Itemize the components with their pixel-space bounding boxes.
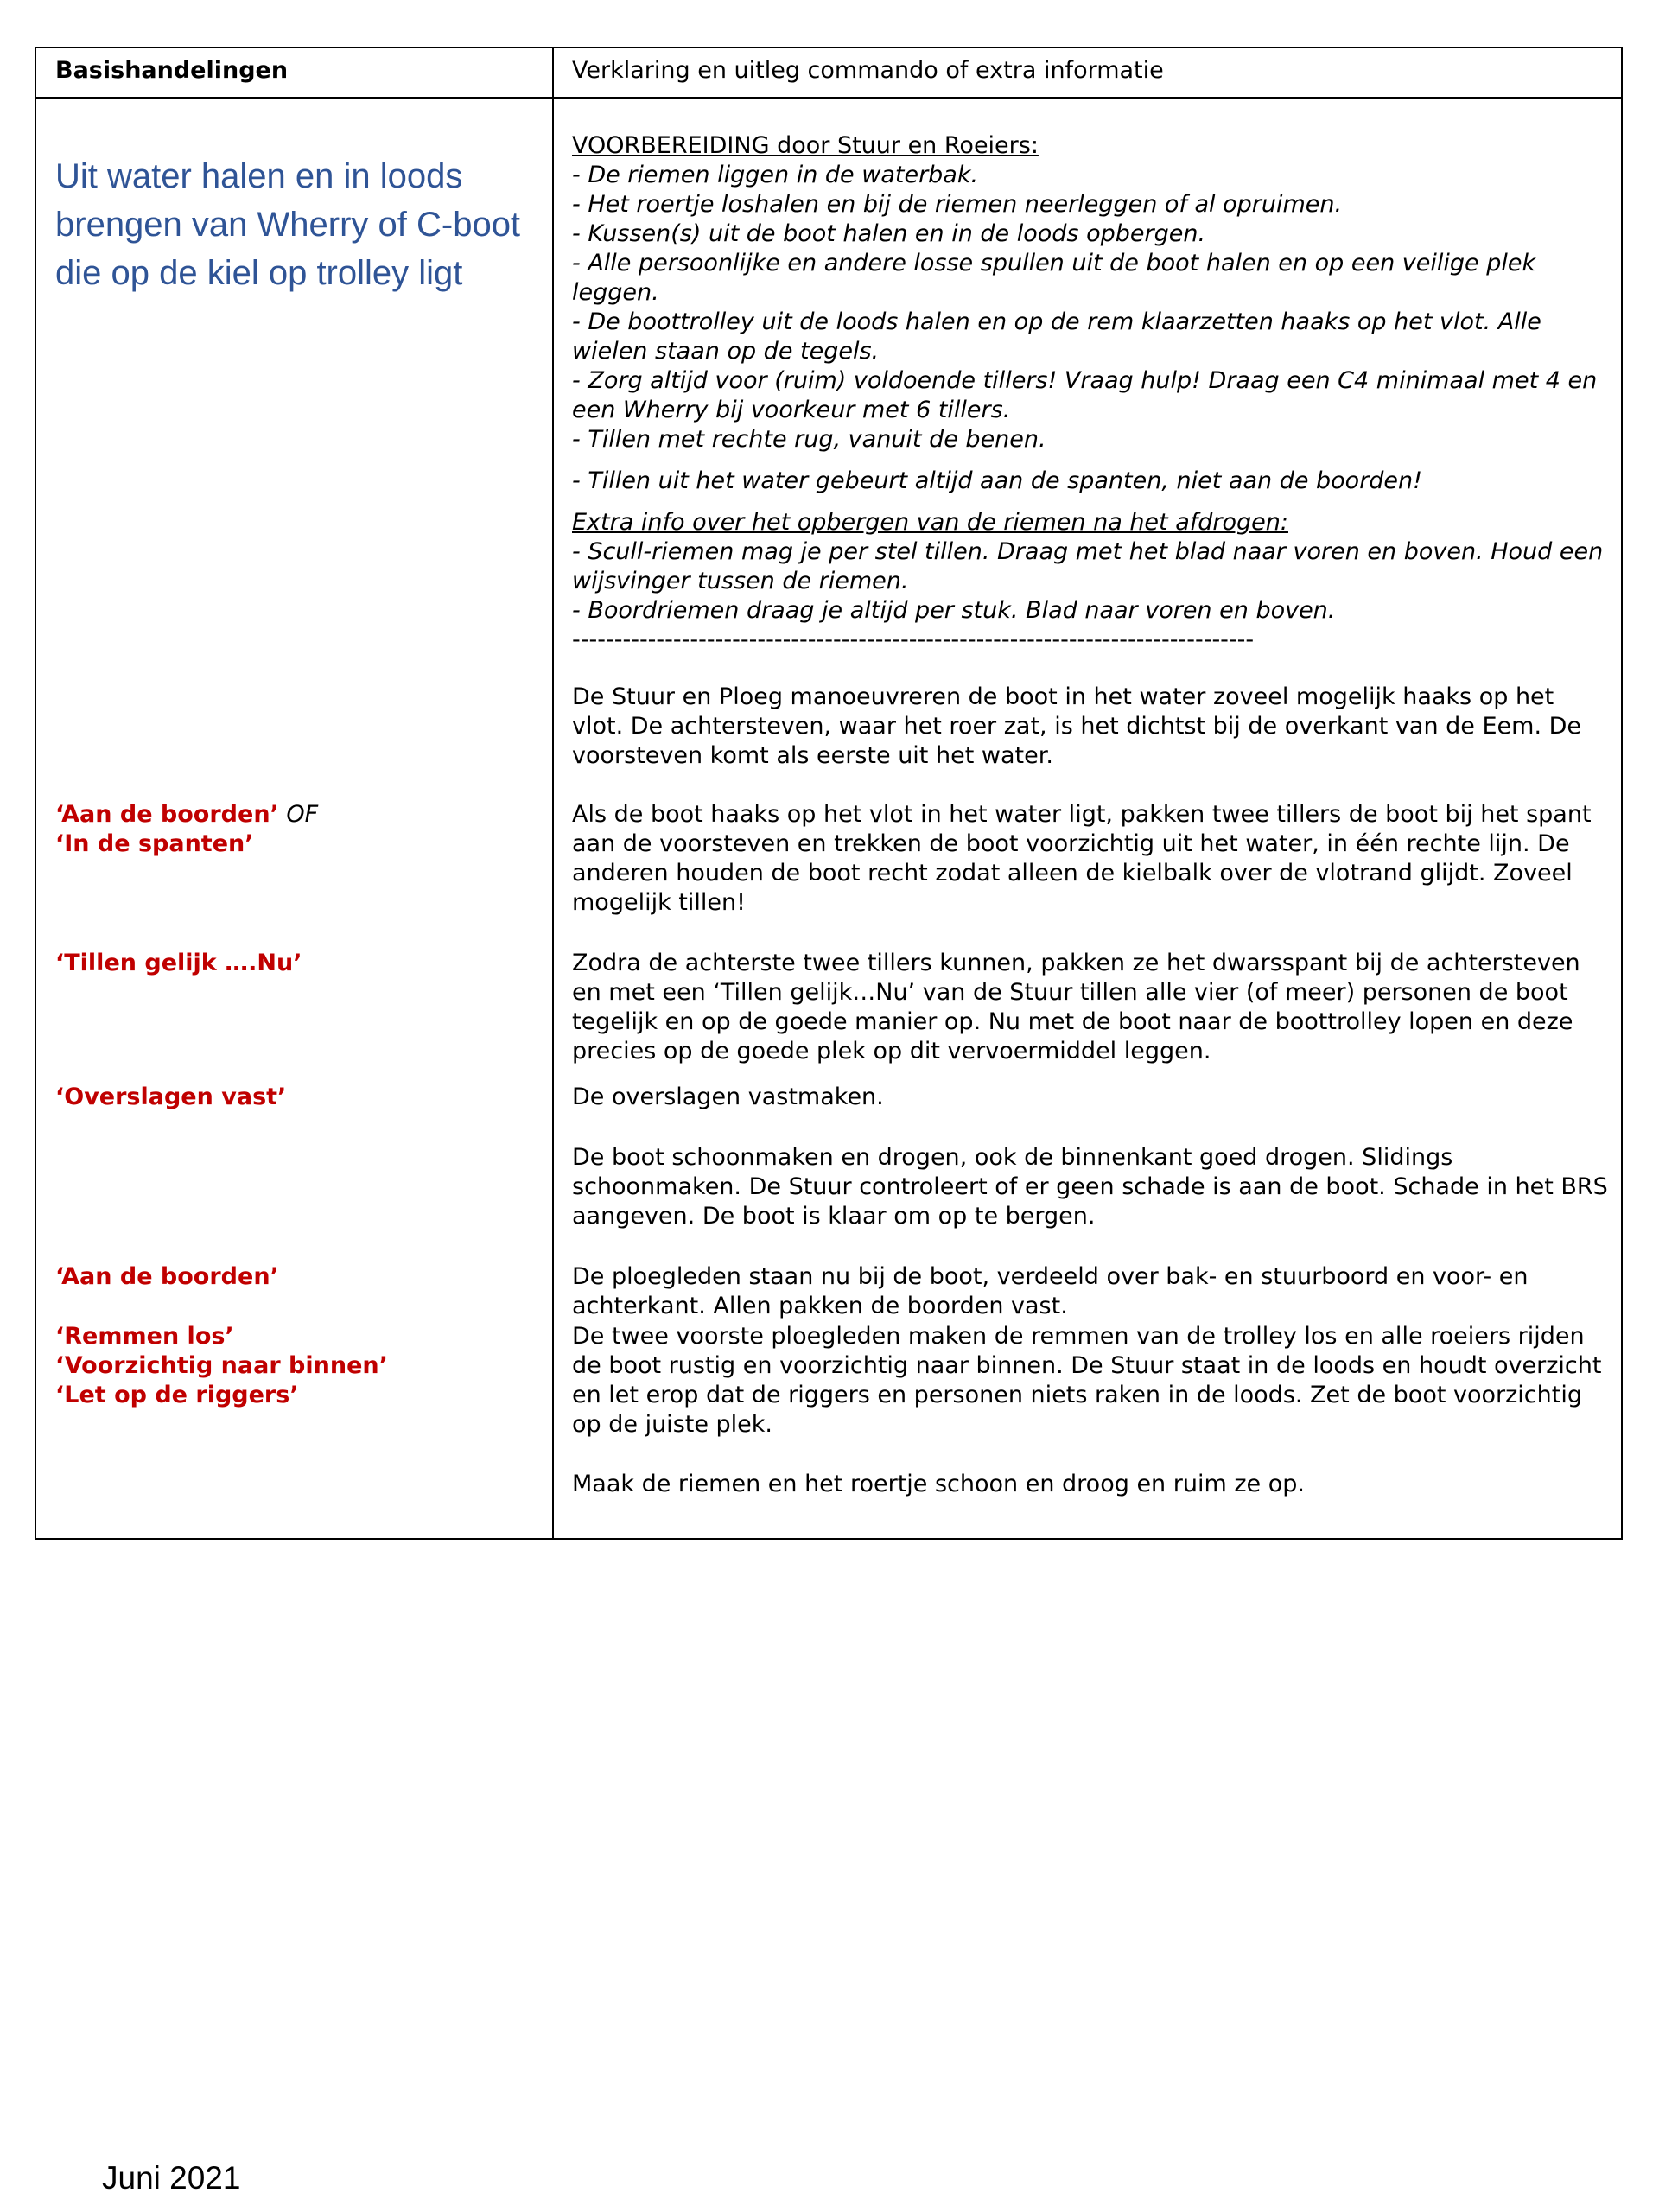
prep-item: - De boottrolley uit de loods halen en op de rem klaarzetten haaks op het vlot. Alle wielen staan op de tegels. (572, 308, 1541, 365)
dashed-divider: --------------------------------------------------------------------------------- (572, 626, 1255, 653)
header-divider (36, 97, 1621, 99)
paragraph-schoonmaken: De boot schoonmaken en drogen, ook de binnenkant goed drogen. Slidings schoonmaken. De Stuur controleert of er geen schade is aan de boot. Schade in het BRS aangeven. De boot is klaar om op te bergen. (572, 1144, 1608, 1230)
paragraph-tillen: Zodra de achterste twee tillers kunnen, pakken ze het dwarsspant bij de achtersteven en met een ‘Tillen gelijk…Nu’ van de Stuur tillen alle vier (of meer) personen de boot tegelijk en op de goede manier op. Nu met de boot naar de boottrolley lopen en deze precies op de goede plek op dit vervoermiddel leggen. (572, 950, 1580, 1065)
extra-info-heading: Extra info over het opbergen van de riemen na het afdrogen: (572, 509, 1288, 536)
procedure-title: Uit water halen en in loods brengen van Wherry of C-boot die op de kiel op trolley ligt (55, 157, 521, 292)
command-aan-de-boorden-of (55, 800, 539, 830)
preparation-section (572, 131, 1609, 655)
paragraph-riemen-opruimen: Maak de riemen en het roertje schoon en droog en ruim ze op. (572, 1471, 1305, 1497)
footer-date: Juni 2021 (102, 2160, 241, 2196)
extra-item: - Boordriemen draag je altijd per stuk. Blad naar voren en boven. (572, 597, 1336, 624)
command-overslagen-vast: ‘Overslagen vast’ (55, 1084, 287, 1110)
header-verklaring: Verklaring en uitleg commando of extra informatie (572, 57, 1164, 84)
paragraph-naar-binnen: De twee voorste ploegleden maken de remmen van de trolley los en alle roeiers rijden de boot rustig en voorzichtig naar binnen. De Stuur staat in de loods en houdt overzicht en let erop dat de riggers en personen niets raken in de loods. Zet de boot voorzichtig op de juiste plek. (572, 1323, 1602, 1438)
preparation-heading: VOORBEREIDING door Stuur en Roeiers: (572, 132, 1039, 159)
column-divider (552, 48, 554, 1538)
command-remmen-los: ‘Remmen los’ (55, 1323, 234, 1350)
prep-item: - De riemen liggen in de waterbak. (572, 162, 979, 188)
command-let-op-de-riggers: ‘Let op de riggers’ (55, 1382, 299, 1408)
prep-item: - Kussen(s) uit de boot halen en in de loods opbergen. (572, 220, 1206, 247)
command-in-de-spanten: ‘In de spanten’ (55, 830, 254, 857)
prep-item: - Tillen met rechte rug, vanuit de benen. (572, 426, 1046, 453)
command-tillen-gelijk: ‘Tillen gelijk ….Nu’ (55, 950, 302, 976)
prep-item: - Het roertje loshalen en bij de riemen neerleggen of al opruimen. (572, 191, 1343, 218)
paragraph-ploegleden: De ploegleden staan nu bij de boot, verdeeld over bak- en stuurboord en voor- en achterkant. Allen pakken de boorden vast. (572, 1263, 1529, 1319)
command-aan-de-boorden: ‘Aan de boorden’ (55, 1263, 279, 1290)
spanten-note: - Tillen uit het water gebeurt altijd aan de spanten, niet aan de boorden! (572, 467, 1422, 494)
paragraph-overslagen: De overslagen vastmaken. (572, 1084, 884, 1110)
prep-item: - Zorg altijd voor (ruim) voldoende tillers! Vraag hulp! Draag een C4 minimaal met 4 en een Wherry bij voorkeur met 6 tillers. (572, 367, 1598, 423)
paragraph-uit-water-trekken: Als de boot haaks op het vlot in het water ligt, pakken twee tillers de boot bij het spant aan de voorsteven en trekken de boot voorzichtig uit het water, in één rechte lijn. De anderen houden de boot recht zodat alleen de kielbalk over de vlotrand glijdt. Zoveel mogelijk tillen! (572, 801, 1592, 916)
command-text: ‘Aan de boorden’ (55, 801, 279, 828)
command-voorzichtig-naar-binnen: ‘Voorzichtig naar binnen’ (55, 1352, 388, 1379)
extra-item: - Scull-riemen mag je per stel tillen. Draag met het blad naar voren en boven. Houd een wijsvinger tussen de riemen. (572, 538, 1604, 594)
paragraph-manoeuvreren: De Stuur en Ploeg manoeuvreren de boot in het water zoveel mogelijk haaks op het vlot. De achtersteven, waar het roer zat, is het dichtst bij de overkant van de Eem. De voorsteven komt als eerste uit het water. (572, 683, 1582, 769)
prep-item: - Alle persoonlijke en andere losse spullen uit de boot halen en op een veilige plek leggen. (572, 250, 1536, 306)
command-of: OF (278, 801, 319, 828)
header-basishandelingen: Basishandelingen (55, 57, 289, 84)
instruction-table (35, 47, 1623, 1540)
